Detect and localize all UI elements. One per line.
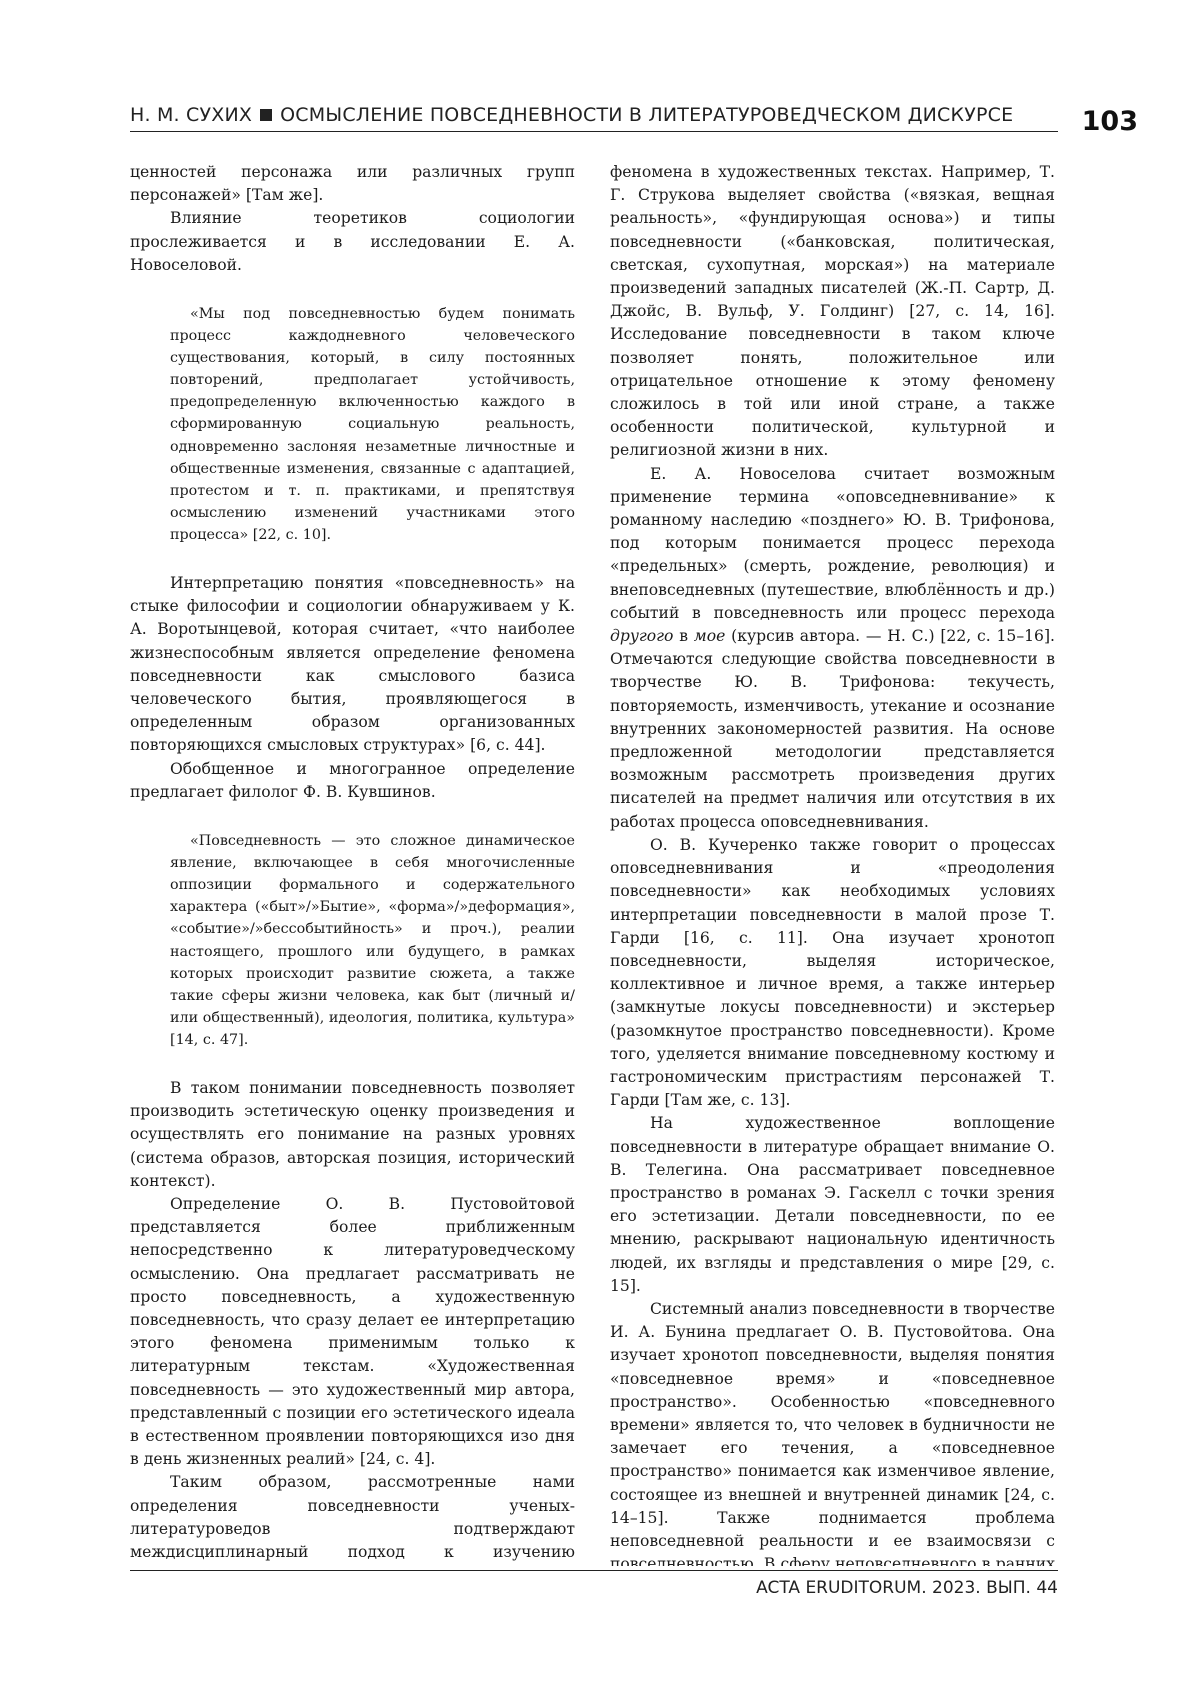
paragraph: На художественное воплощение повседневности в литературе обращает внимание О. В. Телегина. Она рассматривает повседневное пространство в романах Э. Гаскелл с точки зрения его эстетизации. Детали повседневности, по ее мнению, раскрывают национальную идентичность людей, их взгляды и представления о мире [29, с. 15]. bbox=[610, 1112, 1055, 1298]
paragraph: Обобщенное и многогранное определение предлагает филолог Ф. В. Кувшинов. bbox=[130, 758, 575, 804]
paragraph bbox=[610, 463, 1055, 834]
italic-term: мое bbox=[694, 627, 726, 645]
quote-text: «Повседневность — это сложное динамическое явление, включающее в себя многочисленные оппозиции формального и содержательного характера («быт»/»Бытие», «форма»/»деформация», «событие»/»бессобытийность» и проч.), реалии настоящего, прошлого или будущего, в рамках которых происходит развитие сюжета, а также такие сферы жизни человека, как быт (личный и/или общественный), идеология, политика, культура» [14, с. 47]. bbox=[170, 830, 575, 1051]
running-header bbox=[130, 101, 1058, 132]
paragraph: Системный анализ повседневности в творчестве И. А. Бунина предлагает О. В. Пустовойтова. Она изучает хронотоп повседневности, выделяя понятия «повседневное время» и «повседневное пространство». Особенностью «повседневного времени» является то, что человек в будничности не замечает его течения, а «повседневное пространство» понимается как изменчивое явление, состоящее из внешней и внутренней динамик [24, с. 14–15]. Также поднимается проблема неповседневной реальности и ее взаимосвязи с повседневностью. В сферу неповседневного в ранних bbox=[610, 1298, 1055, 1566]
right-column bbox=[610, 161, 1055, 1566]
paragraph-text: Е. А. Новоселова считает возможным применение термина «оповседневнивание» к романному наследию «позднего» Ю. В. Трифонова, под которым понимается процесс перехода «предельных» (смерть, рождение, революция) и внеповседневных (путешествие, влюблённость и др.) событий в повседневность или процесс перехода bbox=[610, 465, 1055, 622]
left-column bbox=[130, 161, 575, 1566]
paragraph: Таким образом, рассмотренные нами определения повседневности ученых-литературоведов подтверждают междисциплинарный подход к изучению bbox=[130, 1471, 575, 1566]
paragraph-text: (курсив автора. — Н. С.) [22, с. 15–16]. Отмечаются следующие свойства повседневности в творчестве Ю. В. Трифонова: текучесть, повторяемость, изменчивость, утекание и осознание внутренних закономерностей развития. На основе предложенной методологии представляется возможным рассмотреть произведения других писателей на предмет наличия или отсутствия в их работах процесса оповседневнивания. bbox=[610, 627, 1055, 831]
paragraph-text: в bbox=[673, 627, 693, 645]
paragraph: ценностей персонажа или различных групп персонажей» [Там же]. bbox=[130, 161, 575, 207]
block-quote bbox=[130, 303, 575, 546]
quote-text: «Мы под повседневностью будем понимать процесс каждодневного человеческого существования, который, в силу постоянных повторений, предполагает устойчивость, предопределенную включенностью каждого в сформированную социальную реальность, одновременно заслоняя незаметные личностные и общественные изменения, связанные с адаптацией, протестом и т. п. практиками, и препятствуя осмыслению изменений участниками этого процесса» [22, с. 10]. bbox=[170, 303, 575, 546]
black-square-icon bbox=[260, 109, 272, 121]
paragraph: феномена в художественных текстах. Например, Т. Г. Струкова выделяет свойства («вязкая, вещная реальность», «фундирующая основа») и типы повседневности («банковская, политическая, светская, сухопутная, морская») на материале произведений западных писателей (Ж.-П. Сартр, Д. Джойс, В. Вульф, У. Голдинг) [27, с. 14, 16]. Исследование повседневности в таком ключе позволяет понять, положительное или отрицательное отношение к этому феномену сложилось в той или иной стране, а также особенности политической, культурной и религиозной жизни в них. bbox=[610, 161, 1055, 463]
header-title: ОСМЫСЛЕНИЕ ПОВСЕДНЕВНОСТИ В ЛИТЕРАТУРОВЕДЧЕСКОМ ДИСКУРСЕ bbox=[280, 104, 1013, 126]
journal-page bbox=[0, 0, 1200, 1697]
block-quote bbox=[130, 830, 575, 1051]
paragraph: В таком понимании повседневность позволяет производить эстетическую оценку произведения и осуществлять его понимание на разных уровнях (система образов, авторская позиция, исторический контекст). bbox=[130, 1077, 575, 1193]
journal-footer: ACTA ERUDITORUM. 2023. ВЫП. 44 bbox=[630, 1578, 1058, 1598]
paragraph: О. В. Кучеренко также говорит о процессах оповседневнивания и «преодоления повседневности» как необходимых условиях интерпретации повседневности в малой прозе Т. Гарди [16, с. 11]. Она изучает хронотоп повседневности, выделяя историческое, коллективное и личное время, а также интерьер (замкнутые локусы повседневности) и экстерьер (разомкнутое пространство повседневности). Кроме того, уделяется внимание повседневному костюму и гастрономическим пристрастиям персонажей Т. Гарди [Там же, с. 13]. bbox=[610, 834, 1055, 1112]
header-author: Н. М. СУХИХ bbox=[130, 104, 252, 126]
paragraph: Интерпретацию понятия «повседневность» на стыке философии и социологии обнаруживаем у К. А. Воротынцевой, которая считает, «что наиболее жизнеспособным является определение феномена повседневности как смыслового базиса человеческого бытия, проявляющегося в определенным образом организованных повторяющихся смысловых структурах» [6, с. 44]. bbox=[130, 572, 575, 758]
italic-term: другого bbox=[610, 627, 673, 645]
paragraph: Определение О. В. Пустовойтовой представляется более приближенным непосредственно к литературоведческому осмыслению. Она предлагает рассматривать не просто повседневность, а художественную повседневность, что сразу делает ее интерпретацию этого феномена применимым только к литературным текстам. «Художественная повседневность — это художественный мир автора, представленный с позиции его эстетического идеала в естественном проявлении повторяющихся изо дня в день жизненных реалий» [24, с. 4]. bbox=[130, 1193, 575, 1471]
page-number: 103 bbox=[1062, 106, 1138, 137]
footer-divider bbox=[130, 1570, 1058, 1571]
paragraph: Влияние теоретиков социологии прослеживается и в исследовании Е. А. Новоселовой. bbox=[130, 207, 575, 277]
